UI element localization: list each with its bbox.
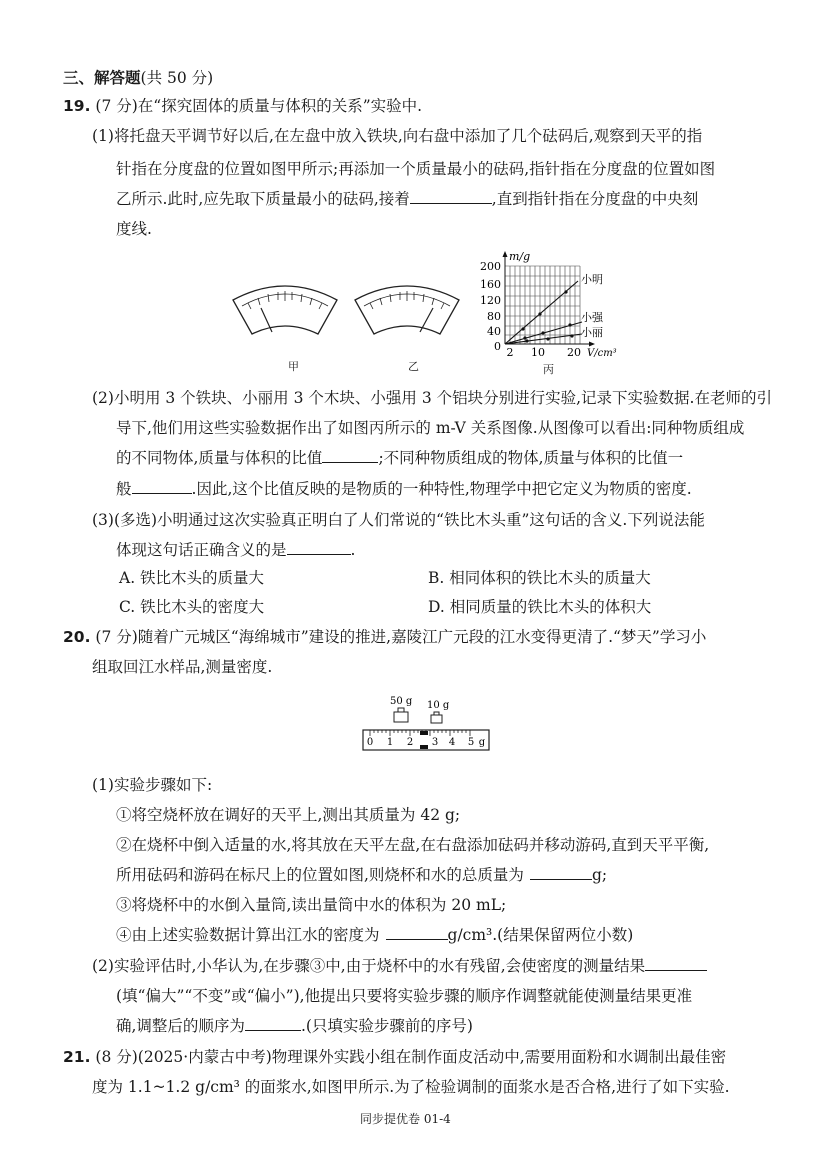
rider-top — [420, 731, 428, 735]
q19-p2-line2: 导下,他们用这些实验数据作出了如图丙所示的 m-V 关系图像.从图像可以看出:同种物质组成 — [116, 419, 745, 437]
q19-number: 19. — [63, 97, 91, 115]
q20-step1: ①将空烧杯放在调好的天平上,测出其质量为 42 g; — [116, 806, 461, 824]
q19-p2-line1: (2)小明用 3 个铁块、小丽用 3 个木块、小强用 3 个铝块分别进行实验,记录下实验数据.在老师的引 — [92, 389, 772, 407]
q19-p2-line3-b: ;不同种物质组成的物体,质量与体积的比值一 — [378, 449, 684, 467]
q19-option-a[interactable]: A. 铁比木头的质量大 — [119, 569, 265, 587]
q19-p2-line4-a: 般 — [116, 480, 132, 498]
balance-dial-figures — [228, 278, 468, 378]
dial-yi — [355, 286, 459, 334]
q19-answer-blank-1[interactable] — [410, 189, 492, 204]
weight-10g-icon — [431, 712, 442, 723]
y-axis-arrow — [503, 251, 508, 257]
q20-s1-heading: (1)实验步骤如下: — [92, 776, 213, 794]
xtick-20: 20 — [567, 346, 581, 359]
weight-10g-label: 10 g — [427, 700, 450, 711]
q19-p2-line3-a: 的不同物体,质量与体积的比值 — [116, 449, 323, 467]
q21-number: 21. — [63, 1048, 91, 1066]
q19-p2-line3 — [116, 447, 683, 469]
q20-step2-line2-b: g; — [591, 866, 608, 884]
ruler-label-1: 1 — [386, 737, 394, 748]
q21-line1: (8 分)(2025·内蒙古中考)物理课外实践小组在制作面皮活动中,需要用面粉和水调制出最佳密 — [95, 1048, 727, 1066]
line-xiaoli — [505, 334, 582, 344]
q19-p1-line3 — [116, 188, 698, 210]
q19-heading — [63, 95, 422, 117]
ruler-label-0: 0 — [366, 737, 374, 748]
q21-heading — [63, 1046, 726, 1068]
q20-number: 20. — [63, 628, 91, 646]
figure-label-bing: 丙 — [543, 363, 554, 376]
ruler-unit: g — [478, 737, 486, 748]
q20-head-line2: 组取回江水样品,测量密度. — [92, 658, 273, 676]
graph-ylabel: m/g — [509, 250, 531, 263]
line-xiaoming — [505, 281, 578, 344]
q19-p3-line1: (3)(多选)小明通过这次实验真正明白了人们常说的“铁比木头重”这句话的含义.下列说法能 — [92, 511, 705, 529]
ruler-label-2: 2 — [406, 737, 414, 748]
q19-head: (7 分)在“探究固体的质量与体积的关系”实验中. — [95, 97, 423, 115]
ruler-label-4: 4 — [448, 737, 456, 748]
q20-step2-line2 — [116, 864, 607, 886]
ytick-200: 200 — [480, 260, 501, 273]
q19-p1-line3-b: ,直到指针指在分度盘的中央刻 — [491, 190, 699, 208]
ytick-80: 80 — [487, 310, 501, 323]
section-title: 三、解答题 — [63, 68, 141, 87]
q20-step2-line2-a: 所用砝码和游码在标尺上的位置如图,则烧杯和水的总质量为 — [116, 866, 524, 884]
q19-p2-line4 — [116, 478, 692, 500]
q20-s2-line3 — [116, 1015, 473, 1037]
q19-p2-line4-b: .因此,这个比值反映的是物质的一种特性,物理学中把它定义为物质的密度. — [191, 480, 692, 498]
graph-xlabel: V/cm³ — [587, 348, 617, 359]
q20-s2-line2: (填“偏大”“不变”或“偏小”),他提出只要将实验步骤的顺序作调整就能使测量结果更准 — [116, 987, 693, 1005]
q20-heading — [63, 626, 706, 648]
weight-50g-label: 50 g — [390, 696, 413, 707]
weight-50g-icon — [394, 708, 408, 722]
q20-s2-line3-b: .(只填实验步骤前的序号) — [300, 1017, 473, 1035]
q19-option-b[interactable]: B. 相同体积的铁比木头的质量大 — [428, 569, 651, 587]
ruler-label-3: 3 — [431, 737, 439, 748]
x-axis-arrow — [589, 342, 595, 347]
xtick-2: 2 — [506, 346, 514, 359]
q19-answer-blank-3[interactable] — [132, 479, 192, 494]
dial-jia — [233, 286, 337, 334]
section-header — [63, 67, 213, 89]
q19-answer-blank-4[interactable] — [287, 540, 351, 555]
legend-xiaoli: 小丽 — [581, 326, 603, 339]
legend-xiaoqiang: 小强 — [581, 311, 603, 324]
q20-step3: ③将烧杯中的水倒入量筒,读出量筒中水的体积为 20 mL; — [116, 896, 507, 914]
q20-step4-b: g/cm³.(结果保留两位小数) — [447, 926, 634, 944]
q19-option-c[interactable]: C. 铁比木头的密度大 — [119, 598, 265, 616]
q19-p1-line3-a: 乙所示.此时,应先取下质量最小的砝码,接着 — [116, 190, 410, 208]
q20-s2-line1-text: (2)实验评估时,小华认为,在步骤③中,由于烧杯中的水有残留,会使密度的测量结果 — [92, 957, 646, 975]
q20-s2-line1 — [92, 955, 707, 977]
q19-p1-line4: 度线. — [116, 220, 152, 238]
weights-and-rider-ruler — [360, 690, 495, 756]
rider-bottom — [420, 745, 428, 749]
q20-step2-line1: ②在烧杯中倒入适量的水,将其放在天平左盘,在右盘添加砝码并移动游码,直到天平平衡, — [116, 836, 710, 854]
q19-p3-line2 — [116, 539, 355, 561]
q20-answer-blank-1[interactable] — [530, 865, 592, 880]
ytick-160: 160 — [480, 278, 501, 291]
legend-xiaoming: 小明 — [581, 273, 603, 286]
q19-option-d[interactable]: D. 相同质量的铁比木头的体积大 — [428, 598, 652, 616]
mv-graph — [470, 246, 630, 376]
q20-answer-blank-2[interactable] — [386, 925, 448, 940]
section-score: (共 50 分) — [140, 69, 214, 87]
page-footer: 同步提优卷 01-4 — [360, 1112, 451, 1126]
q20-head: (7 分)随着广元城区“海绵城市”建设的推进,嘉陵江广元段的江水变得更清了.“梦天”学习小 — [95, 628, 707, 646]
figure-label-yi: 乙 — [408, 360, 419, 373]
ytick-40: 40 — [487, 325, 501, 338]
q19-p1-line1: (1)将托盘天平调节好以后,在左盘中放入铁块,向右盘中添加了几个砝码后,观察到天平的指 — [92, 127, 703, 145]
q20-answer-blank-3[interactable] — [645, 956, 707, 971]
q20-answer-blank-4[interactable] — [245, 1016, 301, 1031]
q19-p3-line2-b: . — [350, 541, 356, 559]
q19-p3-line2-a: 体现这句话正确含义的是 — [116, 541, 287, 559]
q19-answer-blank-2[interactable] — [322, 448, 378, 463]
q20-step4-a: ④由上述实验数据计算出江水的密度为 — [116, 926, 380, 944]
figure-label-jia: 甲 — [288, 360, 299, 373]
q19-p1-line2: 针指在分度盘的位置如图甲所示;再添加一个质量最小的砝码,指针指在分度盘的位置如图 — [116, 160, 716, 178]
xtick-10: 10 — [531, 346, 545, 359]
q21-line2: 度为 1.1~1.2 g/cm³ 的面浆水,如图甲所示.为了检验调制的面浆水是否合格,进行了如下实验. — [92, 1078, 730, 1096]
ytick-120: 120 — [480, 294, 501, 307]
ytick-0: 0 — [494, 340, 501, 353]
ruler-label-5: 5 — [467, 737, 475, 748]
q20-s2-line3-a: 确,调整后的顺序为 — [116, 1017, 245, 1035]
q20-step4 — [116, 924, 633, 946]
